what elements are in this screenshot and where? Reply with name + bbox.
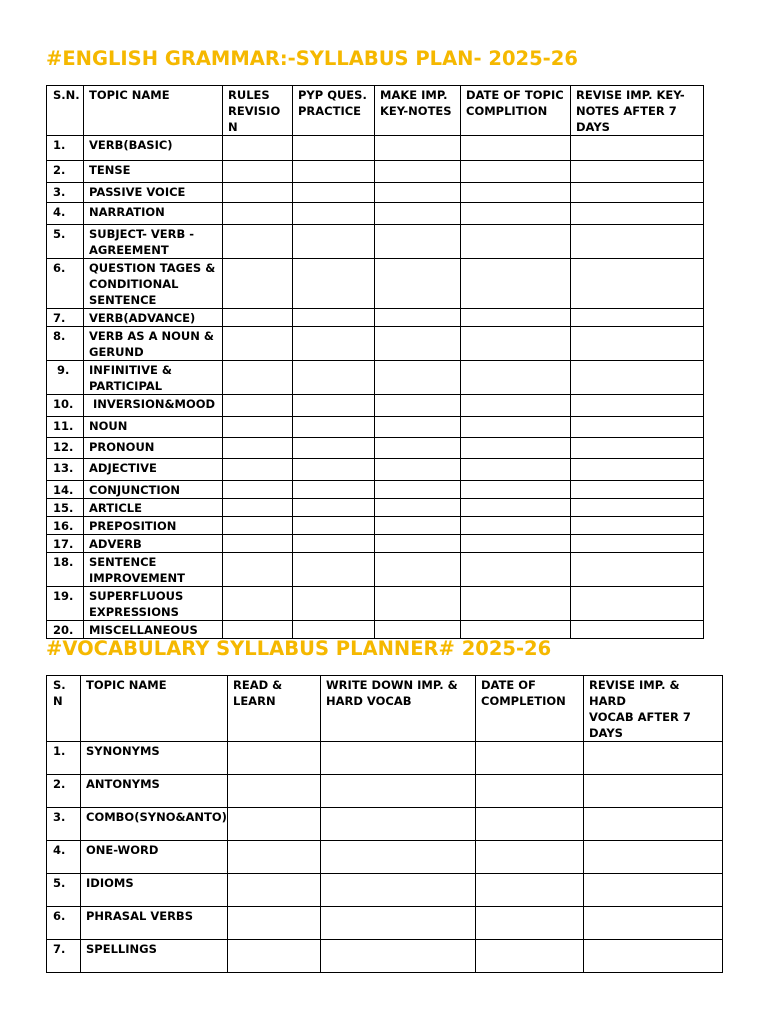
blank-entry-cell[interactable] (461, 481, 571, 499)
blank-entry-cell[interactable] (375, 517, 461, 535)
blank-entry-cell[interactable] (461, 203, 571, 225)
blank-entry-cell[interactable] (223, 395, 293, 417)
topic-name-cell: CONJUNCTION (84, 481, 223, 499)
blank-entry-cell[interactable] (571, 136, 704, 161)
table-row (47, 621, 704, 639)
blank-entry-cell[interactable] (293, 481, 375, 499)
blank-entry-cell[interactable] (461, 309, 571, 327)
blank-entry-cell[interactable] (223, 183, 293, 203)
blank-entry-cell[interactable] (571, 417, 704, 438)
grammar-column-header: PYP QUES. PRACTICE (293, 86, 375, 136)
serial-number-cell: 17. (47, 535, 84, 553)
blank-entry-cell[interactable] (584, 775, 723, 808)
serial-number-cell: 14. (47, 481, 84, 499)
blank-entry-cell[interactable] (228, 775, 321, 808)
blank-entry-cell[interactable] (461, 517, 571, 535)
blank-entry-cell[interactable] (375, 361, 461, 395)
topic-name-cell: QUESTION TAGES & CONDITIONAL SENTENCE (84, 259, 223, 309)
blank-entry-cell[interactable] (223, 535, 293, 553)
table-row (47, 259, 704, 309)
grammar-syllabus-table (46, 85, 704, 639)
blank-entry-cell[interactable] (375, 203, 461, 225)
table-row (47, 742, 723, 775)
serial-number-cell: 4. (47, 841, 81, 874)
blank-entry-cell[interactable] (223, 587, 293, 621)
blank-entry-cell[interactable] (476, 841, 584, 874)
blank-entry-cell[interactable] (571, 395, 704, 417)
blank-entry-cell[interactable] (223, 517, 293, 535)
blank-entry-cell[interactable] (321, 742, 476, 775)
topic-name-cell: PRONOUN (84, 438, 223, 459)
blank-entry-cell[interactable] (571, 459, 704, 481)
table-row (47, 907, 723, 940)
table-row (47, 417, 704, 438)
blank-entry-cell[interactable] (571, 259, 704, 309)
serial-number-cell: 8. (47, 327, 84, 361)
blank-entry-cell[interactable] (375, 136, 461, 161)
serial-number-cell: 19. (47, 587, 84, 621)
blank-entry-cell[interactable] (223, 621, 293, 639)
grammar-column-header: RULES REVISIO N (223, 86, 293, 136)
blank-entry-cell[interactable] (375, 395, 461, 417)
blank-entry-cell[interactable] (223, 361, 293, 395)
serial-number-cell: 11. (47, 417, 84, 438)
blank-entry-cell[interactable] (461, 553, 571, 587)
blank-entry-cell[interactable] (228, 808, 321, 841)
blank-entry-cell[interactable] (293, 136, 375, 161)
topic-name-cell: INVERSION&MOOD (84, 395, 223, 417)
blank-entry-cell[interactable] (321, 907, 476, 940)
topic-name-cell: SYNONYMS (81, 742, 228, 775)
blank-entry-cell[interactable] (584, 940, 723, 973)
grammar-column-header: TOPIC NAME (84, 86, 223, 136)
blank-entry-cell[interactable] (223, 309, 293, 327)
blank-entry-cell[interactable] (293, 309, 375, 327)
blank-entry-cell[interactable] (223, 161, 293, 183)
blank-entry-cell[interactable] (461, 499, 571, 517)
blank-entry-cell[interactable] (293, 361, 375, 395)
blank-entry-cell[interactable] (584, 874, 723, 907)
table-row (47, 808, 723, 841)
blank-entry-cell[interactable] (321, 874, 476, 907)
blank-entry-cell[interactable] (571, 361, 704, 395)
vocab-column-header: READ & LEARN (228, 676, 321, 742)
blank-entry-cell[interactable] (571, 309, 704, 327)
vocab-title: #VOCABULARY SYLLABUS PLANNER# 2025-26 (46, 637, 552, 660)
blank-entry-cell[interactable] (571, 183, 704, 203)
blank-entry-cell[interactable] (461, 183, 571, 203)
table-row (47, 517, 704, 535)
topic-name-cell: ADJECTIVE (84, 459, 223, 481)
blank-entry-cell[interactable] (223, 459, 293, 481)
serial-number-cell: 16. (47, 517, 84, 535)
blank-entry-cell[interactable] (375, 587, 461, 621)
table-row (47, 841, 723, 874)
vocab-column-header: TOPIC NAME (81, 676, 228, 742)
blank-entry-cell[interactable] (375, 161, 461, 183)
blank-entry-cell[interactable] (461, 438, 571, 459)
blank-entry-cell[interactable] (223, 259, 293, 309)
blank-entry-cell[interactable] (223, 136, 293, 161)
blank-entry-cell[interactable] (461, 535, 571, 553)
blank-entry-cell[interactable] (321, 775, 476, 808)
blank-entry-cell[interactable] (223, 481, 293, 499)
blank-entry-cell[interactable] (223, 438, 293, 459)
blank-entry-cell[interactable] (584, 742, 723, 775)
blank-entry-cell[interactable] (476, 808, 584, 841)
topic-name-cell: VERB AS A NOUN & GERUND (84, 327, 223, 361)
blank-entry-cell[interactable] (461, 395, 571, 417)
blank-entry-cell[interactable] (293, 553, 375, 587)
blank-entry-cell[interactable] (293, 438, 375, 459)
topic-name-cell: NARRATION (84, 203, 223, 225)
blank-entry-cell[interactable] (461, 417, 571, 438)
blank-entry-cell[interactable] (293, 621, 375, 639)
blank-entry-cell[interactable] (461, 136, 571, 161)
table-row (47, 361, 704, 395)
blank-entry-cell[interactable] (293, 161, 375, 183)
topic-name-cell: VERB(ADVANCE) (84, 309, 223, 327)
blank-entry-cell[interactable] (223, 327, 293, 361)
blank-entry-cell[interactable] (228, 874, 321, 907)
vocab-column-header: REVISE IMP. & HARD VOCAB AFTER 7 DAYS (584, 676, 723, 742)
blank-entry-cell[interactable] (461, 225, 571, 259)
vocab-column-header: DATE OF COMPLETION (476, 676, 584, 742)
blank-entry-cell[interactable] (293, 225, 375, 259)
serial-number-cell: 5. (47, 874, 81, 907)
blank-entry-cell[interactable] (223, 225, 293, 259)
blank-entry-cell[interactable] (375, 327, 461, 361)
topic-name-cell: ANTONYMS (81, 775, 228, 808)
serial-number-cell: 10. (47, 395, 84, 417)
table-row (47, 136, 704, 161)
blank-entry-cell[interactable] (223, 499, 293, 517)
topic-name-cell: SUPERFLUOUS EXPRESSIONS (84, 587, 223, 621)
blank-entry-cell[interactable] (461, 587, 571, 621)
blank-entry-cell[interactable] (375, 535, 461, 553)
table-row (47, 499, 704, 517)
blank-entry-cell[interactable] (476, 907, 584, 940)
serial-number-cell: 18. (47, 553, 84, 587)
blank-entry-cell[interactable] (293, 327, 375, 361)
blank-entry-cell[interactable] (293, 517, 375, 535)
table-row (47, 481, 704, 499)
blank-entry-cell[interactable] (228, 907, 321, 940)
serial-number-cell: 13. (47, 459, 84, 481)
serial-number-cell: 2. (47, 161, 84, 183)
blank-entry-cell[interactable] (461, 161, 571, 183)
serial-number-cell: 2. (47, 775, 81, 808)
serial-number-cell: 1. (47, 136, 84, 161)
blank-entry-cell[interactable] (228, 841, 321, 874)
table-row (47, 225, 704, 259)
blank-entry-cell[interactable] (293, 395, 375, 417)
serial-number-cell: 3. (47, 808, 81, 841)
blank-entry-cell[interactable] (293, 459, 375, 481)
serial-number-cell: 9. (47, 361, 84, 395)
blank-entry-cell[interactable] (571, 621, 704, 639)
blank-entry-cell[interactable] (223, 417, 293, 438)
blank-entry-cell[interactable] (321, 808, 476, 841)
vocab-header-row (47, 676, 723, 742)
table-row (47, 438, 704, 459)
serial-number-cell: 1. (47, 742, 81, 775)
blank-entry-cell[interactable] (375, 459, 461, 481)
blank-entry-cell[interactable] (228, 940, 321, 973)
table-row (47, 587, 704, 621)
blank-entry-cell[interactable] (293, 183, 375, 203)
blank-entry-cell[interactable] (476, 940, 584, 973)
topic-name-cell: SUBJECT- VERB - AGREEMENT (84, 225, 223, 259)
blank-entry-cell[interactable] (293, 535, 375, 553)
table-row (47, 874, 723, 907)
topic-name-cell: TENSE (84, 161, 223, 183)
serial-number-cell: 6. (47, 907, 81, 940)
blank-entry-cell[interactable] (375, 309, 461, 327)
table-row (47, 203, 704, 225)
blank-entry-cell[interactable] (293, 417, 375, 438)
blank-entry-cell[interactable] (571, 481, 704, 499)
blank-entry-cell[interactable] (571, 517, 704, 535)
vocab-column-header: S. N (47, 676, 81, 742)
blank-entry-cell[interactable] (571, 225, 704, 259)
table-row (47, 395, 704, 417)
blank-entry-cell[interactable] (223, 553, 293, 587)
blank-entry-cell[interactable] (375, 183, 461, 203)
blank-entry-cell[interactable] (571, 553, 704, 587)
topic-name-cell: NOUN (84, 417, 223, 438)
topic-name-cell: ADVERB (84, 535, 223, 553)
serial-number-cell: 3. (47, 183, 84, 203)
topic-name-cell: MISCELLANEOUS (84, 621, 223, 639)
blank-entry-cell[interactable] (375, 553, 461, 587)
blank-entry-cell[interactable] (321, 940, 476, 973)
topic-name-cell: INFINITIVE & PARTICIPAL (84, 361, 223, 395)
blank-entry-cell[interactable] (461, 259, 571, 309)
blank-entry-cell[interactable] (375, 499, 461, 517)
blank-entry-cell[interactable] (571, 535, 704, 553)
table-row (47, 535, 704, 553)
grammar-column-header: DATE OF TOPIC COMPLITION (461, 86, 571, 136)
grammar-title: #ENGLISH GRAMMAR:-SYLLABUS PLAN- 2025-26 (46, 47, 578, 70)
blank-entry-cell[interactable] (461, 621, 571, 639)
blank-entry-cell[interactable] (228, 742, 321, 775)
table-row (47, 459, 704, 481)
serial-number-cell: 12. (47, 438, 84, 459)
blank-entry-cell[interactable] (461, 361, 571, 395)
blank-entry-cell[interactable] (461, 459, 571, 481)
blank-entry-cell[interactable] (293, 203, 375, 225)
topic-name-cell: COMBO(SYNO&ANTO) (81, 808, 228, 841)
blank-entry-cell[interactable] (375, 417, 461, 438)
blank-entry-cell[interactable] (584, 907, 723, 940)
topic-name-cell: VERB(BASIC) (84, 136, 223, 161)
blank-entry-cell[interactable] (293, 587, 375, 621)
grammar-column-header: MAKE IMP. KEY-NOTES (375, 86, 461, 136)
blank-entry-cell[interactable] (375, 259, 461, 309)
topic-name-cell: PASSIVE VOICE (84, 183, 223, 203)
topic-name-cell: SPELLINGS (81, 940, 228, 973)
blank-entry-cell[interactable] (321, 841, 476, 874)
vocab-column-header: WRITE DOWN IMP. & HARD VOCAB (321, 676, 476, 742)
serial-number-cell: 6. (47, 259, 84, 309)
topic-name-cell: IDIOMS (81, 874, 228, 907)
blank-entry-cell[interactable] (293, 259, 375, 309)
blank-entry-cell[interactable] (476, 742, 584, 775)
vocab-syllabus-table (46, 675, 723, 973)
table-row (47, 553, 704, 587)
serial-number-cell: 7. (47, 309, 84, 327)
blank-entry-cell[interactable] (476, 775, 584, 808)
topic-name-cell: ARTICLE (84, 499, 223, 517)
table-row (47, 940, 723, 973)
blank-entry-cell[interactable] (476, 874, 584, 907)
table-row (47, 161, 704, 183)
grammar-column-header: REVISE IMP. KEY- NOTES AFTER 7 DAYS (571, 86, 704, 136)
grammar-column-header: S.N. (47, 86, 84, 136)
blank-entry-cell[interactable] (375, 438, 461, 459)
grammar-header-row (47, 86, 704, 136)
blank-entry-cell[interactable] (584, 841, 723, 874)
blank-entry-cell[interactable] (584, 808, 723, 841)
blank-entry-cell[interactable] (461, 327, 571, 361)
serial-number-cell: 7. (47, 940, 81, 973)
topic-name-cell: ONE-WORD (81, 841, 228, 874)
blank-entry-cell[interactable] (375, 621, 461, 639)
serial-number-cell: 15. (47, 499, 84, 517)
table-row (47, 183, 704, 203)
table-row (47, 327, 704, 361)
topic-name-cell: PREPOSITION (84, 517, 223, 535)
serial-number-cell: 4. (47, 203, 84, 225)
blank-entry-cell[interactable] (571, 499, 704, 517)
blank-entry-cell[interactable] (571, 161, 704, 183)
blank-entry-cell[interactable] (571, 587, 704, 621)
serial-number-cell: 20. (47, 621, 84, 639)
blank-entry-cell[interactable] (223, 203, 293, 225)
serial-number-cell: 5. (47, 225, 84, 259)
blank-entry-cell[interactable] (571, 203, 704, 225)
blank-entry-cell[interactable] (375, 225, 461, 259)
topic-name-cell: SENTENCE IMPROVEMENT (84, 553, 223, 587)
blank-entry-cell[interactable] (571, 438, 704, 459)
blank-entry-cell[interactable] (571, 327, 704, 361)
blank-entry-cell[interactable] (293, 499, 375, 517)
topic-name-cell: PHRASAL VERBS (81, 907, 228, 940)
table-row (47, 775, 723, 808)
table-row (47, 309, 704, 327)
blank-entry-cell[interactable] (375, 481, 461, 499)
